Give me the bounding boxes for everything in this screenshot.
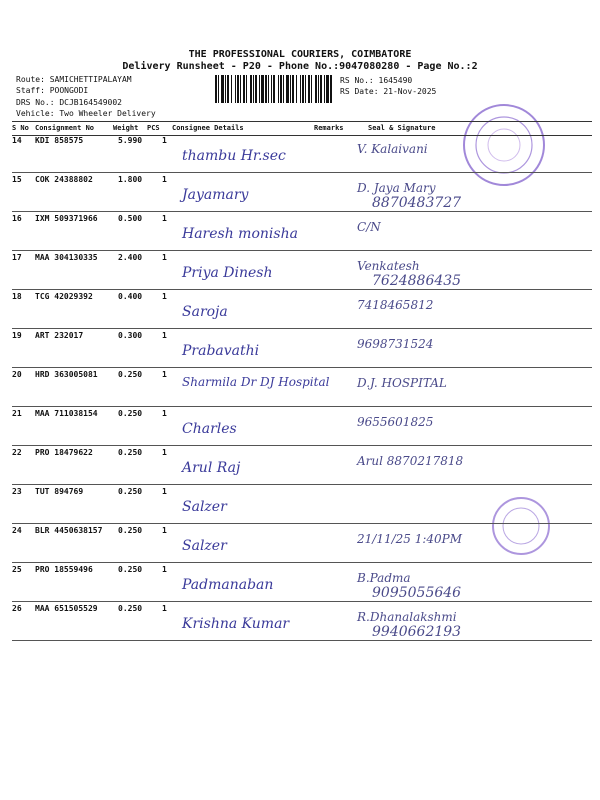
signature-handwriting: R.Dhanalakshmi	[357, 610, 457, 624]
consignee-handwriting: Jayamary	[182, 187, 249, 203]
row-consignment-no: TCG 42029392	[35, 292, 93, 301]
row-weight: 0.250	[118, 448, 143, 457]
row-pcs: 1	[162, 292, 167, 301]
consignee-handwriting: Saroja	[182, 304, 228, 320]
row-consignment-no: PRO 18479622	[35, 448, 93, 457]
signature-handwriting: C/N	[357, 220, 381, 234]
col-remarks: Remarks	[314, 124, 344, 132]
row-sno: 18	[12, 292, 22, 301]
table-row	[12, 290, 592, 329]
row-sno: 22	[12, 448, 22, 457]
row-pcs: 1	[162, 448, 167, 457]
signature-handwriting: 21/11/25 1:40PM	[357, 532, 463, 546]
staff-text: Staff: POONGODI	[16, 86, 89, 95]
row-sno: 25	[12, 565, 22, 574]
consignee-handwriting: Sharmila Dr DJ Hospital	[182, 375, 330, 389]
row-pcs: 1	[162, 331, 167, 340]
table-row	[12, 407, 592, 446]
row-weight: 5.990	[118, 136, 143, 145]
row-weight: 1.800	[118, 175, 143, 184]
row-pcs: 1	[162, 253, 167, 262]
signature-handwriting: 9655601825	[357, 415, 434, 429]
row-pcs: 1	[162, 214, 167, 223]
row-sno: 23	[12, 487, 22, 496]
row-weight: 0.250	[118, 526, 143, 535]
route-text: Route: SAMICHETTIPALAYAM	[16, 75, 132, 84]
table-row	[12, 563, 592, 602]
row-pcs: 1	[162, 526, 167, 535]
table-row	[12, 212, 592, 251]
row-consignment-no: BLR 4450638157	[35, 526, 103, 535]
row-sno: 20	[12, 370, 22, 379]
row-sno: 15	[12, 175, 22, 184]
consignee-handwriting: thambu Hr.sec	[182, 148, 286, 164]
col-sno: S No	[12, 124, 29, 132]
signature-handwriting: 7418465812	[357, 298, 434, 312]
signature-phone-handwriting: 7624886435	[372, 273, 462, 289]
rs-date-text: RS Date: 21-Nov-2025	[340, 87, 437, 96]
row-weight: 0.250	[118, 370, 143, 379]
vehicle-text: Vehicle: Two Wheeler Delivery	[16, 109, 156, 118]
signature-handwriting: D. Jaya Mary	[357, 181, 436, 195]
row-weight: 0.400	[118, 292, 143, 301]
row-sno: 16	[12, 214, 22, 223]
table-row	[12, 173, 592, 212]
row-pcs: 1	[162, 175, 167, 184]
table-row	[12, 134, 592, 173]
consignee-handwriting: Padmanaban	[182, 577, 274, 593]
signature-handwriting: Venkatesh	[357, 259, 420, 273]
table-row	[12, 446, 592, 485]
row-pcs: 1	[162, 370, 167, 379]
row-consignment-no: KDI 858575	[35, 136, 84, 145]
row-weight: 0.300	[118, 331, 143, 340]
row-weight: 0.250	[118, 604, 143, 613]
signature-handwriting: 9698731524	[357, 337, 434, 351]
runsheet-title: Delivery Runsheet - P20 - Phone No.:9047080280 - Page No.:2	[122, 61, 478, 72]
signature-handwriting: V. Kalaivani	[357, 142, 428, 156]
company-title: THE PROFESSIONAL COURIERS, COIMBATORE	[188, 49, 412, 60]
row-pcs: 1	[162, 565, 167, 574]
row-weight: 0.250	[118, 565, 143, 574]
table-row	[12, 602, 592, 641]
row-consignment-no: MAA 651505529	[35, 604, 98, 613]
col-consignee: Consignee Details	[172, 124, 244, 132]
table-row	[12, 329, 592, 368]
consignee-handwriting: Salzer	[182, 538, 227, 554]
consignee-handwriting: Krishna Kumar	[182, 616, 290, 632]
consignee-handwriting: Charles	[182, 421, 237, 437]
consignee-handwriting: Salzer	[182, 499, 227, 515]
row-sno: 26	[12, 604, 22, 613]
signature-handwriting: B.Padma	[357, 571, 411, 585]
barcode-image	[215, 75, 335, 103]
row-pcs: 1	[162, 409, 167, 418]
row-sno: 19	[12, 331, 22, 340]
row-consignment-no: MAA 304130335	[35, 253, 98, 262]
table-row	[12, 524, 592, 563]
row-sno: 24	[12, 526, 22, 535]
col-consignment: Consignment No	[35, 124, 95, 132]
row-consignment-no: COK 24388802	[35, 175, 93, 184]
row-pcs: 1	[162, 487, 167, 496]
row-consignment-no: MAA 711038154	[35, 409, 98, 418]
row-consignment-no: HRD 363005081	[35, 370, 98, 379]
row-pcs: 1	[162, 604, 167, 613]
drs-text: DRS No.: DCJB164549002	[16, 98, 122, 107]
row-weight: 2.400	[118, 253, 143, 262]
signature-phone-handwriting: 9095055646	[372, 585, 462, 601]
signature-phone-handwriting: 9940662193	[372, 624, 462, 640]
row-consignment-no: PRO 18559496	[35, 565, 93, 574]
row-sno: 17	[12, 253, 22, 262]
row-consignment-no: ART 232017	[35, 331, 84, 340]
table-row	[12, 368, 592, 407]
signature-handwriting: Arul 8870217818	[357, 454, 464, 468]
row-consignment-no: TUT 894769	[35, 487, 84, 496]
row-weight: 0.250	[118, 409, 143, 418]
col-pcs: PCS	[147, 124, 160, 132]
consignee-handwriting: Priya Dinesh	[182, 265, 273, 281]
row-sno: 14	[12, 136, 22, 145]
consignee-handwriting: Prabavathi	[182, 343, 260, 359]
rs-no-text: RS No.: 1645490	[340, 76, 413, 85]
col-weight: Weight	[113, 124, 139, 132]
row-weight: 0.250	[118, 487, 143, 496]
col-seal: Seal & Signature	[368, 124, 436, 132]
row-consignment-no: IXM 509371966	[35, 214, 98, 223]
row-pcs: 1	[162, 136, 167, 145]
signature-phone-handwriting: 8870483727	[372, 195, 462, 211]
table-row	[12, 485, 592, 524]
consignee-handwriting: Arul Raj	[182, 460, 241, 476]
signature-handwriting: D.J. HOSPITAL	[357, 376, 447, 390]
row-sno: 21	[12, 409, 22, 418]
table-row	[12, 251, 592, 290]
consignee-handwriting: Haresh monisha	[182, 226, 298, 242]
row-weight: 0.500	[118, 214, 143, 223]
